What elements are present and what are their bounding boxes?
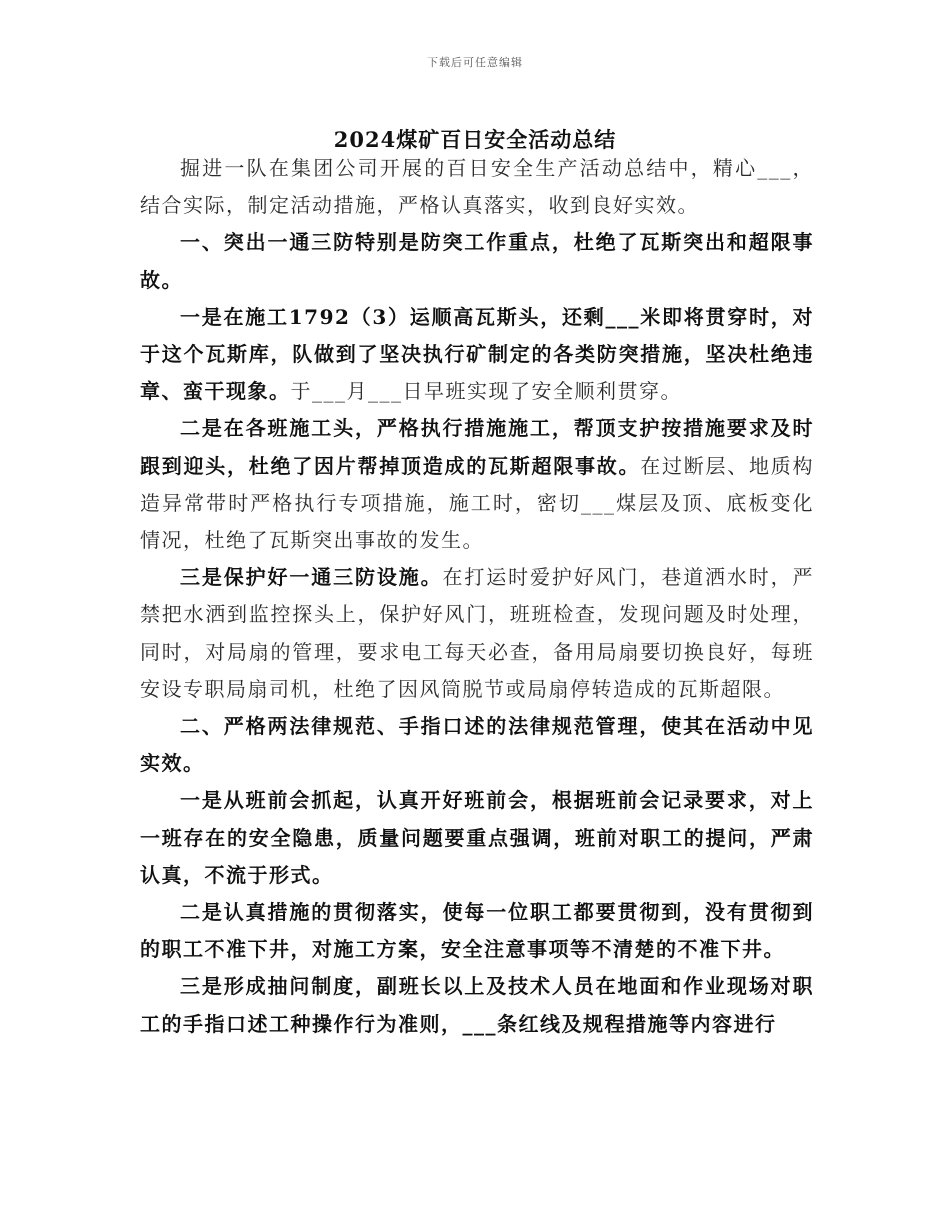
paragraph-bold-text: 一是在施工1792（3）运顺高瓦斯头，还剩___米即将贯穿时，对于这个瓦斯库，队做到了坚决执行矿制定的各类防突措施，坚决杜绝违章、蛮干现象。 — [140, 304, 814, 404]
paragraph-bold-text: 二是认真措施的贯彻落实，使每一位职工都要贯彻到，没有贯彻到的职工不准下井，对施工方案，安全注意事项等不清楚的不准下井。 — [140, 900, 814, 962]
page-header: 下载后可任意编辑 — [427, 56, 523, 69]
heading-text: 二、严格两法律规范、手指口述的法律规范管理，使其在活动中见实效。 — [140, 714, 814, 776]
paragraph-2-3 — [140, 968, 814, 1042]
paragraph-text: 在打运时爱护好风门，巷道洒水时，严禁把水洒到监控探头上，保护好风门，班班检查，发现问题及时处理，同时，对局扇的管理，要求电工每天必查，备用局扇要切换良好，每班安设专职局扇司机，杜绝了因风筒脱节或局扇停转造成的瓦斯超限。 — [140, 565, 814, 701]
paragraph-text: 掘进一队在集团公司开展的百日安全生产活动总结中，精心___，结合实际，制定活动措施，严格认真落实，收到良好实效。 — [140, 156, 814, 218]
paragraph-1-3 — [140, 559, 814, 708]
document-body — [140, 150, 814, 1043]
paragraph-2-2 — [140, 894, 814, 968]
paragraph-text: 在过断层、地质构造异常带时严格执行专项措施，施工时，密切___煤层及顶、底板变化情况，杜绝了瓦斯突出事故的发生。 — [140, 453, 814, 553]
paragraph-2-1 — [140, 782, 814, 894]
document-title: 2024煤矿百日安全活动总结 — [333, 127, 617, 152]
paragraph-bold-text: 三是保护好一通三防设施。 — [180, 565, 443, 590]
heading-text: 一、突出一通三防特别是防突工作重点，杜绝了瓦斯突出和超限事故。 — [140, 230, 814, 292]
paragraph-text: 于___月___日早班实现了安全顺利贯穿。 — [290, 379, 682, 404]
section-heading-1 — [140, 224, 814, 298]
paragraph-bold-text: 二是在各班施工头，严格执行措施施工，帮顶支护按措施要求及时跟到迎头，杜绝了因片帮掉顶造成的瓦斯超限事故。 — [140, 416, 814, 478]
paragraph-bold-text: 一是从班前会抓起，认真开好班前会，根据班前会记录要求，对上一班存在的安全隐患，质量问题要重点强调，班前对职工的提问，严肃认真，不流于形式。 — [140, 788, 814, 887]
paragraph-1-1 — [140, 299, 814, 411]
section-heading-2 — [140, 708, 814, 782]
paragraph-1-2 — [140, 410, 814, 559]
paragraph-intro — [140, 150, 814, 224]
paragraph-bold-text: 三是形成抽问制度，副班长以上及技术人员在地面和作业现场对职工的手指口述工种操作行为准则，___条红线及规程措施等内容进行 — [140, 974, 814, 1036]
